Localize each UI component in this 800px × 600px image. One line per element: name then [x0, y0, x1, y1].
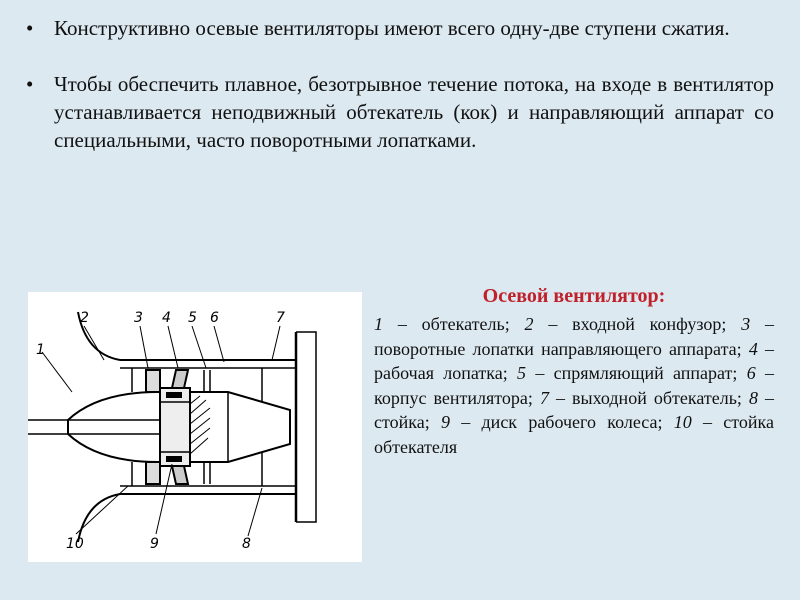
figure-caption	[374, 282, 774, 460]
legend-num-9: 9	[440, 412, 450, 433]
legend-num-10: 10	[673, 412, 692, 433]
bullet-item-1: • Конструктивно осевые вентиляторы имеют всего одну-две ступени сжатия.	[22, 14, 774, 42]
legend-text-8: – стойка;	[374, 387, 775, 433]
label-5: 5	[188, 310, 197, 326]
label-1: 1	[36, 342, 45, 358]
legend-num-6: 6	[746, 363, 756, 384]
legend-text-4: – рабочая лопатка;	[374, 338, 775, 384]
axial-fan-drawing	[28, 292, 362, 562]
legend-text-10: – стойка обтекателя	[374, 412, 774, 457]
legend-text-1: – обтекатель;	[383, 314, 525, 334]
legend-text-7: – выходной обтекатель;	[548, 387, 749, 408]
legend-text-9: – диск рабочего колеса;	[449, 412, 674, 433]
label-2: 2	[80, 310, 89, 326]
label-7: 7	[276, 310, 285, 326]
label-4: 4	[162, 310, 171, 326]
label-3: 3	[134, 310, 143, 326]
legend-text-2: – входной конфузор;	[533, 314, 742, 334]
label-6: 6	[210, 310, 219, 326]
legend-num-8: 8	[748, 387, 758, 408]
legend-text-5: – спрямляющий аппарат;	[526, 363, 747, 384]
caption-title: Осевой вентилятор:	[482, 285, 666, 307]
bullet-list	[22, 14, 774, 154]
label-9: 9	[150, 536, 159, 552]
legend-num-2: 2	[524, 314, 534, 334]
legend-num-3: 3	[741, 314, 751, 334]
bullet-item-2: • Чтобы обеспечить плавное, безотрывное течение потока, на входе в вентилятор устанавливается неподвижный обтекатель (кок) и направляющий аппарат со специальными, часто поворотными лопатками.	[22, 70, 774, 154]
legend-text-3: – поворотные лопатки направляющего аппарата;	[374, 314, 775, 359]
label-10: 10	[66, 536, 84, 552]
legend-num-1: 1	[374, 314, 383, 334]
legend-num-4: 4	[748, 338, 758, 359]
caption-legend	[374, 312, 774, 460]
legend-text-6: – корпус вентилятора;	[374, 363, 775, 408]
legend-num-5: 5	[517, 363, 527, 384]
label-8: 8	[242, 536, 251, 552]
axial-fan-diagram	[28, 292, 362, 562]
legend-num-7: 7	[539, 387, 549, 408]
